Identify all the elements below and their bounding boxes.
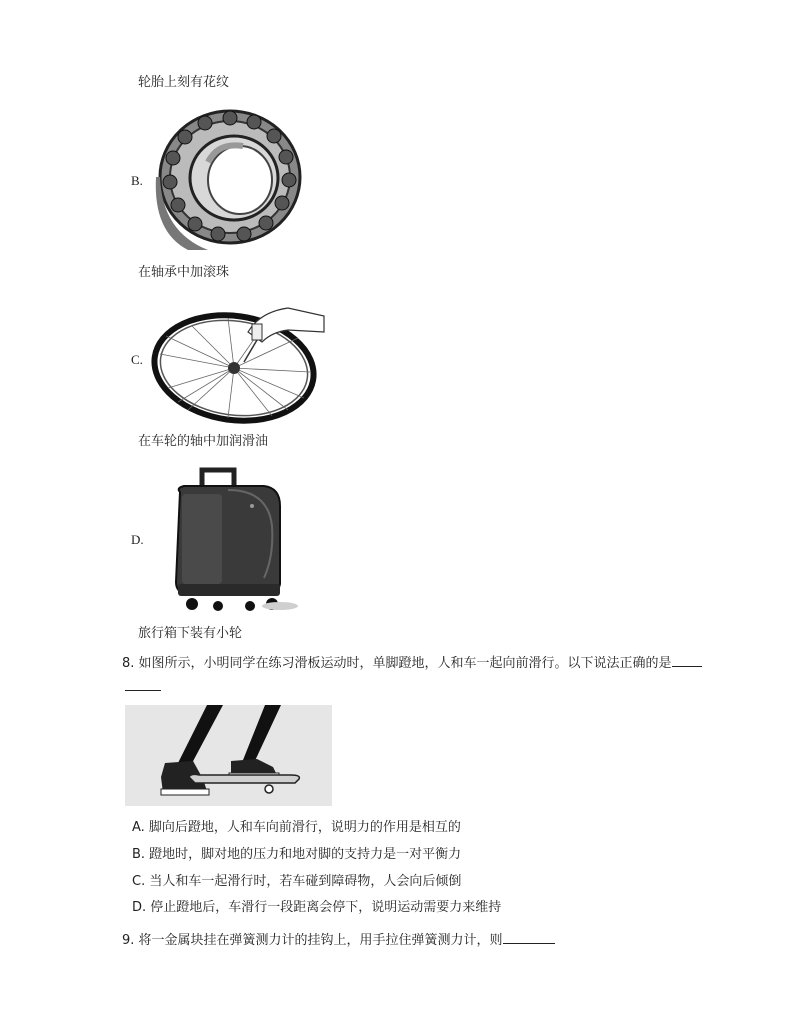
q8-answer-blank[interactable]	[672, 652, 702, 667]
q9-stem	[122, 929, 555, 950]
option-a-caption: 轮胎上刻有花纹	[138, 75, 230, 90]
q8-answer-blank-cont[interactable]	[125, 676, 161, 691]
q9-stem-text: 9. 将一金属块挂在弹簧测力计的挂钩上，用手拉住弹簧测力计，则	[122, 933, 503, 948]
option-b-caption: 在轴承中加滚珠	[138, 265, 230, 280]
option-c-caption: 在车轮的轴中加润滑油	[138, 434, 269, 449]
q8-stem	[122, 652, 702, 673]
q8-option-b[interactable]: B. 蹬地时，脚对地的压力和地对脚的支持力是一对平衡力	[132, 847, 462, 862]
option-b-letter: B.	[131, 173, 143, 188]
option-c-letter: C.	[131, 352, 143, 367]
option-d-caption: 旅行箱下装有小轮	[138, 626, 243, 641]
q8-option-a[interactable]: A. 脚向后蹬地，人和车向前滑行，说明力的作用是相互的	[132, 820, 461, 835]
q8-option-d[interactable]: D. 停止蹬地后，车滑行一段距离会停下，说明运动需要力来维持	[132, 900, 502, 915]
suitcase-image	[168, 466, 298, 616]
q8-option-c[interactable]: C. 当人和车一起滑行时，若车碰到障碍物，人会向后倾倒	[132, 874, 462, 889]
skateboard-image	[125, 705, 332, 806]
q9-answer-blank[interactable]	[503, 929, 555, 944]
ball-bearing-image	[148, 102, 308, 252]
bicycle-wheel-image	[148, 302, 326, 426]
q8-stem-text: 8. 如图所示，小明同学在练习滑板运动时，单脚蹬地，人和车一起向前滑行。以下说法正确的是	[122, 656, 672, 671]
q8-stem-blank-cont[interactable]	[125, 676, 161, 697]
option-d-letter: D.	[131, 532, 144, 547]
